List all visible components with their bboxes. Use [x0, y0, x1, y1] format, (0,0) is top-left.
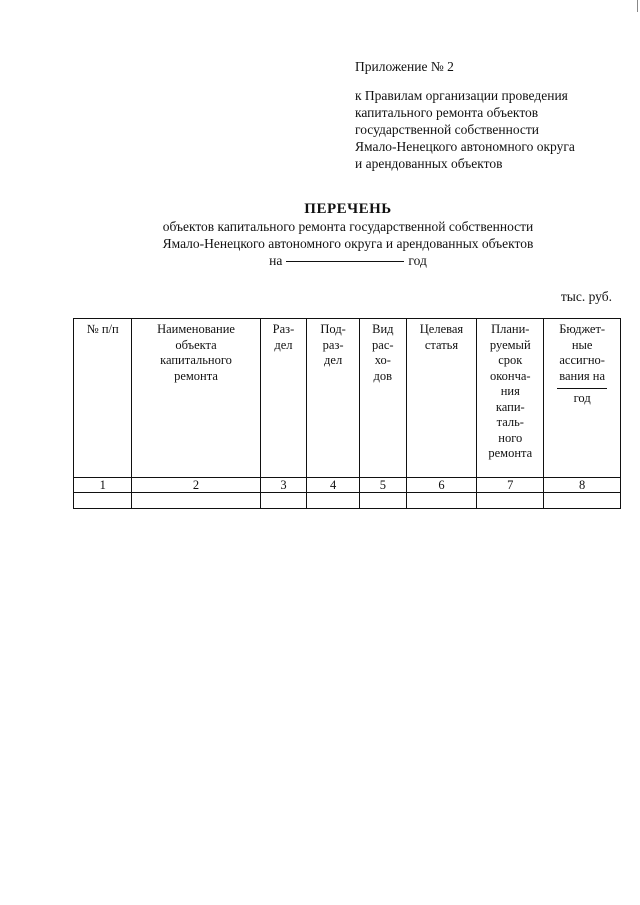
- header-budget-line: ные: [571, 337, 593, 352]
- header-budget-year: год: [573, 391, 591, 405]
- header-name: [132, 319, 260, 478]
- document-subtitle-line2: Ямало-Ненецкого автономного округа и арендованных объектов: [162, 236, 534, 251]
- header-expense-line: хо-: [374, 353, 391, 367]
- header-subsection: [307, 319, 360, 478]
- empty-cell: [132, 493, 260, 509]
- empty-cell: [406, 493, 477, 509]
- year-suffix: год: [408, 253, 427, 268]
- header-target-article: [406, 319, 477, 478]
- header-expense-line: дов: [373, 368, 393, 383]
- year-line: [56, 252, 640, 269]
- header-planned-line: ремонта: [488, 446, 533, 460]
- header-budget-line: ассигно-: [559, 353, 605, 367]
- empty-cell: [477, 493, 544, 509]
- year-prefix: на: [269, 253, 283, 268]
- appendix-line: государственной собственности: [355, 122, 540, 137]
- budget-year-blank: [557, 388, 607, 389]
- header-section-line: дел: [274, 337, 293, 352]
- column-number: 1: [74, 478, 132, 493]
- header-subsection-line: Под-: [320, 322, 346, 336]
- header-budget-allocations: [544, 319, 621, 478]
- appendix-number: Приложение № 2: [355, 59, 454, 74]
- header-article-line: статья: [424, 337, 459, 352]
- document-subtitle-line1: объектов капитального ремонта государственной собственности: [162, 219, 534, 234]
- column-number-row: [74, 478, 621, 493]
- empty-cell: [544, 493, 621, 509]
- objects-table: [73, 318, 621, 509]
- column-number: 8: [544, 478, 621, 493]
- header-planned-line: оконча-: [489, 368, 531, 383]
- document-title: ПЕРЕЧЕНЬ: [304, 201, 392, 217]
- header-article-line: Целевая: [419, 322, 464, 336]
- column-number: 5: [359, 478, 406, 493]
- header-row: [74, 319, 621, 478]
- year-blank: [286, 261, 404, 262]
- page-edge-mark: [637, 0, 638, 12]
- header-expense-line: Вид: [372, 322, 394, 336]
- header-section: [260, 319, 307, 478]
- header-planned-line: капи-: [495, 399, 525, 414]
- header-no: № п/п: [74, 319, 132, 478]
- appendix-block: [355, 58, 575, 172]
- header-planned-line: руемый: [489, 337, 531, 352]
- empty-data-row: [74, 493, 621, 509]
- header-name-line: Наименование: [157, 322, 235, 336]
- header-expense-line: рас-: [372, 337, 394, 352]
- column-number: 2: [132, 478, 260, 493]
- column-number: 7: [477, 478, 544, 493]
- units-label: тыс. руб.: [560, 289, 612, 304]
- appendix-line: и арендованных объектов: [355, 156, 503, 171]
- empty-cell: [307, 493, 360, 509]
- header-planned-line: Плани-: [491, 322, 530, 336]
- appendix-line: Ямало-Ненецкого автономного округа: [355, 139, 575, 154]
- header-subsection-line: раз-: [322, 337, 344, 352]
- column-number: 6: [406, 478, 477, 493]
- header-expense-type: [359, 319, 406, 478]
- header-planned-line: ного: [498, 430, 523, 445]
- column-number: 3: [260, 478, 307, 493]
- header-name-line: капитального: [160, 353, 232, 367]
- header-budget-line: вания на: [559, 368, 606, 383]
- title-block: [0, 201, 640, 269]
- header-section-line: Раз-: [272, 322, 295, 336]
- empty-cell: [74, 493, 132, 509]
- header-planned-line: таль-: [496, 415, 524, 429]
- header-name-line: ремонта: [174, 368, 218, 383]
- header-planned-line: срок: [498, 353, 523, 367]
- column-number: 4: [307, 478, 360, 493]
- header-budget-line: Бюджет-: [559, 322, 606, 336]
- header-planned-completion: [477, 319, 544, 478]
- header-subsection-line: дел: [324, 353, 343, 367]
- header-name-line: объекта: [175, 337, 217, 352]
- empty-cell: [359, 493, 406, 509]
- header-planned-line: ния: [500, 384, 520, 398]
- appendix-line: к Правилам организации проведения: [355, 88, 568, 103]
- empty-cell: [260, 493, 307, 509]
- appendix-line: капитального ремонта объектов: [355, 105, 539, 120]
